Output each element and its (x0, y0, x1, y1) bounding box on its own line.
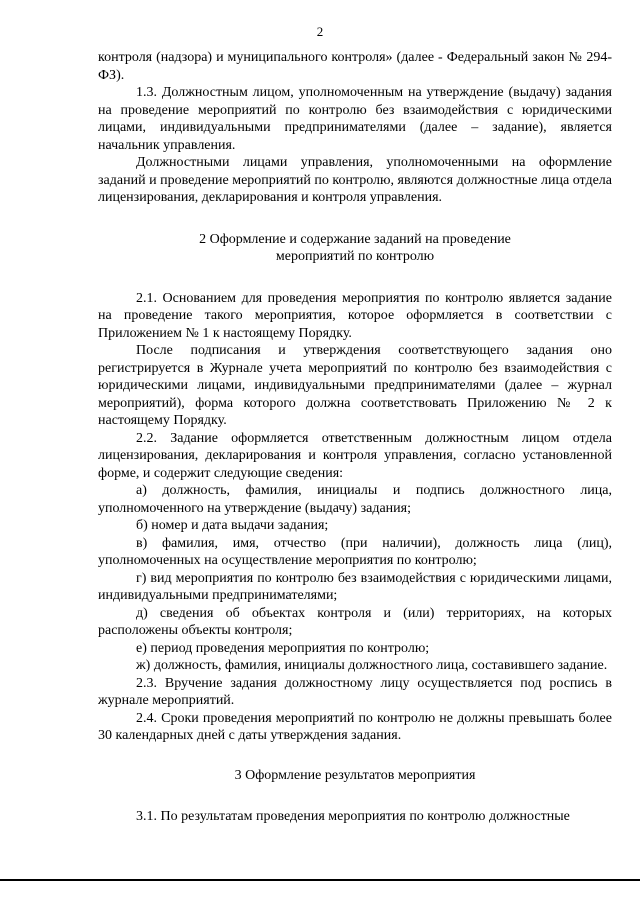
paragraph-2-1-registration: После подписания и утверждения соответствующего задания оно регистрируется в Журнале учета мероприятий по контролю без взаимодействия с юридическими лицами, индивидуальными предпринимателями (далее – журнал мероприятий), форма которого должна соответствовать Приложению № 2 к настоящему Порядку. (98, 343, 612, 428)
paragraph-3-1: 3.1. По результатам проведения мероприятия по контролю должностные (136, 809, 570, 824)
page-number: 2 (316, 24, 324, 39)
paragraph-2-1: 2.1. Основанием для проведения мероприятия по контролю является задание на проведение такого мероприятия, которое оформляется в соответствии с Приложением № 1 к настоящему Порядку. (98, 290, 612, 341)
list-item-e: е) период проведения мероприятия по контролю; (136, 640, 430, 656)
list-item-d: д) сведения об объектах контроля и (или) территориях, на которых расположены объекты контроля; (98, 605, 612, 638)
paragraph-2-2: 2.2. Задание оформляется ответственным должностным лицом отдела лицензирования, декларирования и контроля управления, согласно установленной форме, и содержит следующие сведения: (98, 430, 612, 481)
scan-artifact (0, 895, 640, 901)
section-3-heading (98, 767, 612, 785)
footer-rule (0, 879, 640, 881)
paragraph-continuation: контроля (надзора) и муниципального контроля» (далее - Федеральный закон № 294-ФЗ). (98, 50, 612, 83)
section-2-heading-line-2: мероприятий по контролю (275, 249, 435, 264)
list-item-a: а) должность, фамилия, инициалы и подпись должностного лица, уполномоченного на утверждение (выдачу) задания; (98, 483, 612, 516)
list-item-zh: ж) должность, фамилия, инициалы должностного лица, составившего задание. (136, 658, 608, 673)
section-2-heading (98, 231, 612, 266)
list-item-v: в) фамилия, имя, отчество (при наличии), должность лица (лиц), уполномоченных на осуществление мероприятия по контролю; (98, 535, 612, 568)
document-body (98, 49, 612, 826)
paragraph-1-3-officials: Должностными лицами управления, уполномоченными на оформление заданий и проведение мероприятий по контролю, являются должностные лица отдела лицензирования, декларирования и контроля управления. (98, 155, 612, 205)
paragraph-1-3: 1.3. Должностным лицом, уполномоченным на утверждение (выдачу) задания на проведение мероприятий по контролю без взаимодействия с юридическими лицами, индивидуальными предпринимателями (далее – задание), является начальник управления. (98, 85, 612, 153)
section-2-heading-line-1: 2 Оформление и содержание заданий на проведение (199, 231, 511, 247)
list-item-g: г) вид мероприятия по контролю без взаимодействия с юридическими лицами, индивидуальными предпринимателями; (98, 570, 612, 603)
paragraph-2-3: 2.3. Вручение задания должностному лицу осуществляется под роспись в журнале мероприятий. (98, 675, 612, 708)
section-3-heading-title: 3 Оформление результатов мероприятия (234, 767, 476, 783)
list-item-b: б) номер и дата выдачи задания; (136, 518, 329, 533)
paragraph-2-4: 2.4. Сроки проведения мероприятий по контролю не должны превышать более 30 календарных дней с даты утверждения задания. (98, 710, 612, 743)
